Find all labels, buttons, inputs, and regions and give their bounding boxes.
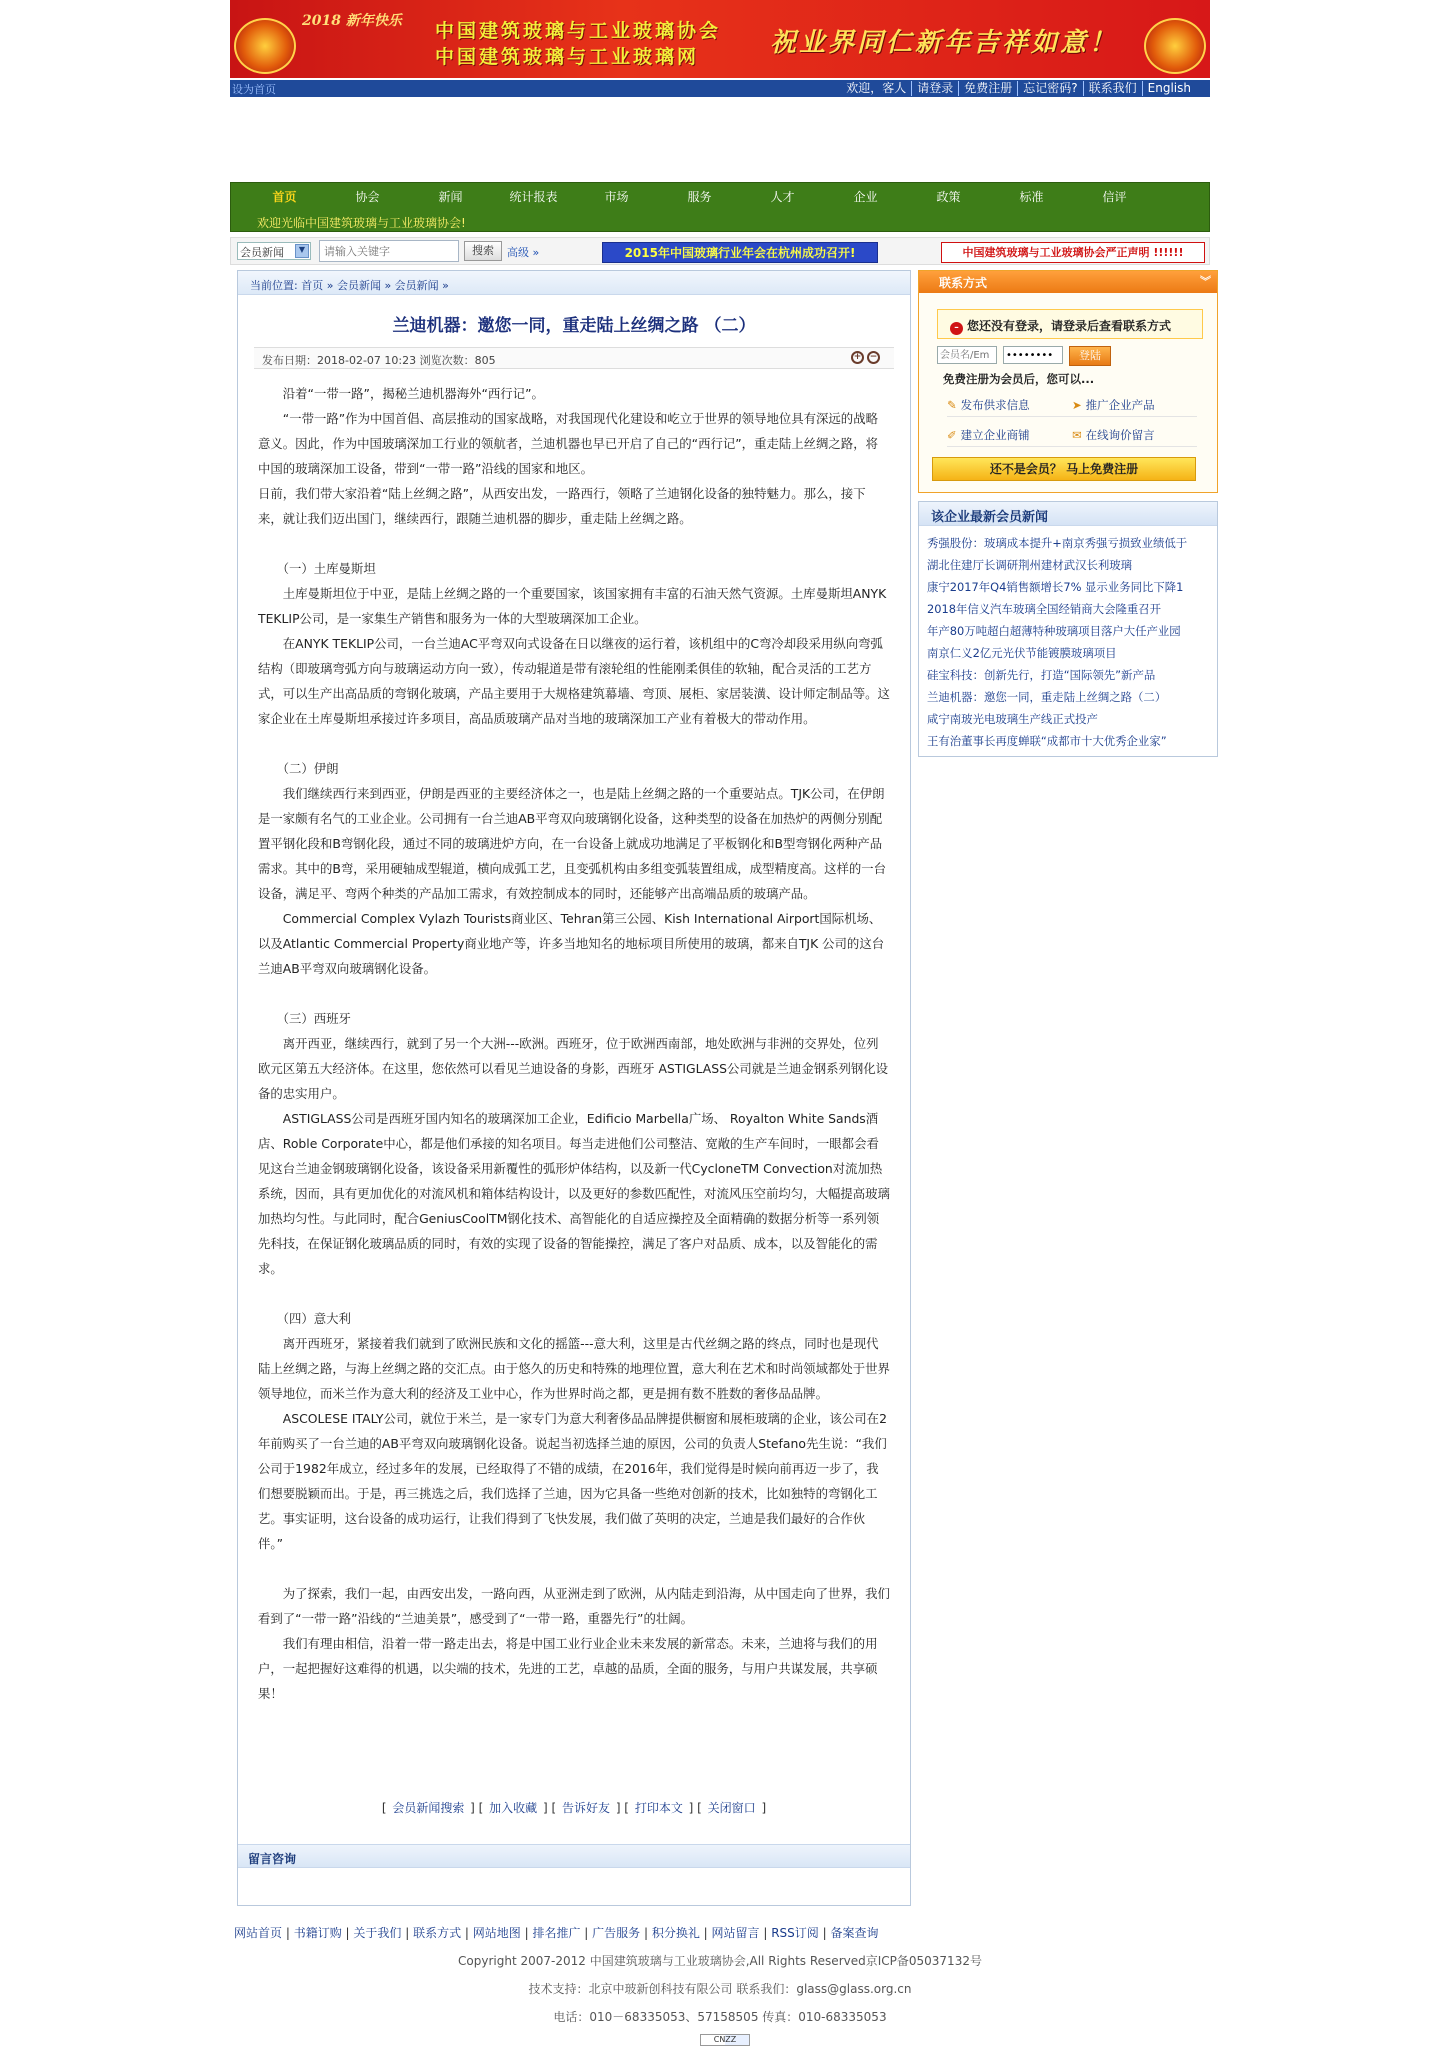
action-promote-product[interactable]: ➤ 推广企业产品 xyxy=(1072,395,1197,417)
article-paragraph: Commercial Complex Vylazh Tourists商业区、Tehran第三公园、Kish International Airport国际机场、以及Atlantic Commercial Property商业地产等，许多当地知名的地标项目所使用的玻璃，都来自TJK 公司的这台兰迪AB平弯双向玻璃钢化设备。 xyxy=(258,911,885,976)
action-online-inquiry[interactable]: ✉ 在线询价留言 xyxy=(1072,425,1197,447)
footer-link-home[interactable]: 网站首页 xyxy=(234,1926,283,1940)
article-paragraph: （一）土库曼斯坦 xyxy=(258,561,376,576)
article-paragraph: ASCOLESE ITALY公司，就位于米兰，是一家专门为意大利奢侈品品牌提供橱窗和展柜玻璃的企业，该公司在2年前购买了一台兰迪的AB平弯双向玻璃钢化设备。说起当初选择兰迪的原因，公司的负责人Stefano先生说：“我们公司于1982年成立，经过多年的发展，已经取得了不错的成绩，在2016年，我们觉得是时候向前再迈一步了，我们想要脱颖而出。于是，再三挑选之后，我们选择了兰迪，因为它具备一些绝对创新的技术，比如独特的弯钢化工艺。事实证明，这台设备的成功运行，让我们得到了飞快发展，我们做了英明的决定，兰迪是我们最好的合作伙伴。” xyxy=(258,1411,887,1551)
tool-tell-friend[interactable]: 告诉好友 xyxy=(561,1801,610,1815)
mail-icon: ✉ xyxy=(1072,428,1082,442)
article-paragraph: 离开西亚，继续西行，就到了另一个大洲---欧洲。西班牙，位于欧洲西南部，地处欧洲与非洲的交界处，位列欧元区第五大经济体。在这里，您依然可以看见兰迪设备的身影，西班牙 ASTIGLASS公司就是兰迪金钢系列钢化设备的忠实用户。 xyxy=(258,1036,889,1101)
contact-box xyxy=(918,270,1218,493)
article-paragraph: “一带一路”作为中国首倡、高层推动的国家战略，对我国现代化建设和屹立于世界的领导地位具有深远的战略意义。因此，作为中国玻璃深加工行业的领航者，兰迪机器也早已开启了自己的“西行记”，重走陆上丝绸之路，将中国的玻璃深加工设备，带到“一带一路”沿线的国家和地区。 xyxy=(258,411,878,476)
login-link[interactable]: 请登录 xyxy=(911,81,958,96)
list-item[interactable]: 王有治董事长再度蝉联“成都市十大优秀企业家” xyxy=(927,734,1167,748)
nav-credit[interactable]: 信评 xyxy=(1102,189,1127,204)
paragraph-spacer xyxy=(258,1556,890,1581)
promo-banner-conference[interactable]: 2015年中国玻璃行业年会在杭州成功召开! xyxy=(602,242,878,263)
set-homepage-link[interactable]: 设为首页 xyxy=(232,83,276,96)
nav-service[interactable]: 服务 xyxy=(687,189,712,204)
nav-statistics[interactable]: 统计报表 xyxy=(509,189,558,204)
phone-fax: 电话：010－68335053、57158505 传真：010-68335053 xyxy=(553,2010,887,2024)
article-paragraph: 沿着“一带一路”，揭秘兰迪机器海外“西行记”。 xyxy=(258,386,544,401)
nav-talent[interactable]: 人才 xyxy=(770,189,795,204)
action-post-supply[interactable]: ✎ 发布供求信息 xyxy=(947,395,1072,417)
list-item[interactable]: 年产80万吨超白超薄特种玻璃项目落户大任产业园 xyxy=(927,624,1181,638)
tool-close-window[interactable]: 关闭窗口 xyxy=(707,1801,756,1815)
post-icon: ✎ xyxy=(947,398,957,412)
search-category-value: 会员新闻 xyxy=(240,246,284,259)
english-link[interactable]: English xyxy=(1142,81,1196,96)
login-button[interactable]: 登陆 xyxy=(1069,346,1111,366)
lantern-left-icon xyxy=(234,18,296,74)
login-form xyxy=(937,346,1111,366)
footer-link-message[interactable]: 网站留言 xyxy=(711,1926,760,1940)
list-item[interactable]: 南京仁义2亿元光伏节能镀膜玻璃项目 xyxy=(927,646,1117,660)
latest-news-title: 该企业最新会员新闻 xyxy=(919,502,1217,526)
advanced-search-label: 高级 xyxy=(507,246,529,259)
promote-icon: ➤ xyxy=(1072,398,1082,412)
latest-news-list xyxy=(919,526,1217,752)
list-item[interactable]: 秀强股份：玻璃成本提升+南京秀强亏损致业绩低于 xyxy=(927,536,1188,550)
search-input[interactable] xyxy=(319,240,459,262)
welcome-text: 欢迎光临中国建筑玻璃与工业玻璃协会! xyxy=(257,216,466,230)
search-button[interactable]: 搜索 xyxy=(464,241,502,261)
paragraph-spacer xyxy=(258,1281,890,1306)
publish-info: 发布日期：2018-02-07 10:23 浏览次数：805 xyxy=(262,354,496,367)
article-paragraph: （三）西班牙 xyxy=(258,1011,351,1026)
stats-badge[interactable]: CNZZ xyxy=(700,2034,750,2046)
paragraph-spacer xyxy=(258,531,890,556)
footer-link-about[interactable]: 关于我们 xyxy=(353,1926,402,1940)
warning-icon: – xyxy=(950,322,963,335)
copyright: Copyright 2007-2012 中国建筑玻璃与工业玻璃协会,All Rights Reserved京ICP备05037132号 xyxy=(458,1954,982,1968)
tech-support: 技术支持：北京中玻新创科技有限公司 联系我们：glass@glass.org.cn xyxy=(528,1982,912,1996)
article-meta xyxy=(254,347,894,369)
footer-link-rss[interactable]: RSS订阅 xyxy=(771,1926,819,1940)
paragraph-spacer xyxy=(258,981,890,1006)
footer-links: 网站首页 | 书籍订购 | 关于我们 | 联系方式 | 网站地图 | 排名推广 | 广告服务 | 积分换礼 | 网站留言 | RSS订阅 | 备案查询 xyxy=(234,1926,879,1940)
chevron-down-icon: ▼ xyxy=(295,244,309,258)
password-input[interactable] xyxy=(1003,346,1063,364)
contact-us-link[interactable]: 联系我们 xyxy=(1083,81,1142,96)
lantern-right-icon xyxy=(1144,18,1206,74)
footer-link-sitemap[interactable]: 网站地图 xyxy=(472,1926,521,1940)
tool-print[interactable]: 打印本文 xyxy=(634,1801,683,1815)
tool-news-search[interactable]: 会员新闻搜索 xyxy=(392,1801,465,1815)
search-category-select[interactable] xyxy=(237,242,311,260)
member-actions xyxy=(947,395,1197,447)
nav-association[interactable]: 协会 xyxy=(355,189,380,204)
user-links xyxy=(841,81,1196,96)
welcome-guest: 欢迎，客人 xyxy=(846,81,907,95)
nav-standard[interactable]: 标准 xyxy=(1019,189,1044,204)
list-item[interactable]: 2018年信义汽车玻璃全国经销商大会隆重召开 xyxy=(927,602,1162,616)
latest-news-box xyxy=(918,501,1218,757)
register-link[interactable]: 免费注册 xyxy=(958,81,1017,96)
footer-link-icp[interactable]: 备案查询 xyxy=(830,1926,879,1940)
contact-box-title: 联系方式 xyxy=(939,276,988,290)
article-tools: [ 会员新闻搜索 ] [ 加入收藏 ] [ 告诉好友 ] [ 打印本文 ] [ 关闭窗口 ] xyxy=(381,1801,767,1815)
article-paragraph: 日前，我们带大家沿着“陆上丝绸之路”，从西安出发，一路西行，领略了兰迪钢化设备的独特魅力。那么，接下来，就让我们迈出国门，继续西行，跟随兰迪机器的脚步，重走陆上丝绸之路。 xyxy=(258,486,866,526)
main-nav xyxy=(230,182,1210,232)
article-title: 兰迪机器：邀您一同，重走陆上丝绸之路 （二） xyxy=(392,316,756,336)
header-banner xyxy=(230,0,1210,78)
nav-policy[interactable]: 政策 xyxy=(936,189,961,204)
article-paragraph: （四）意大利 xyxy=(258,1311,351,1326)
footer-link-ads[interactable]: 广告服务 xyxy=(592,1926,641,1940)
action-build-shop[interactable]: ✐ 建立企业商铺 xyxy=(947,425,1072,447)
forgot-password-link[interactable]: 忘记密码? xyxy=(1017,81,1082,96)
collapse-icon[interactable]: ︾ xyxy=(1200,275,1211,288)
breadcrumb-path[interactable]: 首页 » 会员新闻 » 会员新闻 » xyxy=(301,279,449,292)
tool-add-favorite[interactable]: 加入收藏 xyxy=(489,1801,538,1815)
double-chevron-icon: » xyxy=(532,246,540,259)
contact-box-header xyxy=(919,271,1217,293)
article-paragraph: 在ANYK TEKLIP公司，一台兰迪AC平弯双向式设备在日以继夜的运行着，该机组中的C弯冷却段采用纵向弯弧结构（即玻璃弯弧方向与玻璃运动方向一致），传动辊道是带有滚轮组的性能刚柔俱佳的软轴，配合灵活的工艺方式，可以生产出高品质的弯钢化玻璃，产品主要用于大规格建筑幕墙、弯顶、展柜、家居装潢、设计师定制品等。这家企业在土库曼斯坦承接过许多项目，高品质玻璃产品对当地的玻璃深加工产业有着极大的带动作用。 xyxy=(258,636,890,726)
login-warning xyxy=(937,309,1203,339)
article-paragraph: 为了探索，我们一起，由西安出发，一路向西，从亚洲走到了欧洲，从内陆走到沿海，从中国走向了世界，我们看到了“一带一路”沿线的“兰迪美景”，感受到了“一带一路，重器先行”的壮阔。 xyxy=(258,1586,890,1626)
search-bar xyxy=(230,237,1210,265)
footer-link-points[interactable]: 积分换礼 xyxy=(651,1926,700,1940)
footer-link-books[interactable]: 书籍订购 xyxy=(293,1926,342,1940)
article-body xyxy=(258,381,890,1706)
message-section-title: 留言咨询 xyxy=(238,1844,910,1868)
footer-link-ranking[interactable]: 排名推广 xyxy=(532,1926,581,1940)
register-benefits: 免费注册为会员后，您可以... xyxy=(943,372,1095,386)
article-paragraph: 土库曼斯坦位于中亚，是陆上丝绸之路的一个重要国家，该国家拥有丰富的石油天然气资源。土库曼斯坦ANYK TEKLIP公司，是一家集生产销售和服务为一体的大型玻璃深加工企业。 xyxy=(258,586,887,626)
list-item[interactable]: 硅宝科技：创新先行，打造“国际领先”新产品 xyxy=(927,668,1156,682)
article-paragraph: （二）伊朗 xyxy=(258,761,339,776)
nav-enterprise[interactable]: 企业 xyxy=(853,189,878,204)
breadcrumb xyxy=(238,271,910,295)
nav-news[interactable]: 新闻 xyxy=(438,189,463,204)
username-input[interactable] xyxy=(937,346,997,364)
nav-market[interactable]: 市场 xyxy=(604,189,629,204)
site-name: 中国建筑玻璃与工业玻璃网 xyxy=(435,46,700,68)
nav-home[interactable]: 首页 xyxy=(272,189,297,204)
free-register-button[interactable]: 还不是会员？ 马上免费注册 xyxy=(932,457,1196,481)
article-paragraph: 我们有理由相信，沿着一带一路走出去，将是中国工业行业企业未来发展的新常态。未来，兰迪将与我们的用户，一起把握好这难得的机遇，以尖端的技术，先进的工艺，卓越的品质，全面的服务，与用户共谋发展，共享硕果！ xyxy=(258,1636,878,1701)
breadcrumb-label: 当前位置: xyxy=(250,279,298,292)
article-panel xyxy=(237,270,911,1906)
list-item[interactable]: 兰迪机器：邀您一同，重走陆上丝绸之路（二） xyxy=(927,690,1167,704)
build-icon: ✐ xyxy=(947,428,957,442)
association-name: 中国建筑玻璃与工业玻璃协会 xyxy=(435,20,722,42)
zoom-out-icon[interactable]: − xyxy=(867,351,880,364)
list-item[interactable]: 咸宁南玻光电玻璃生产线正式投产 xyxy=(927,712,1098,726)
paragraph-spacer xyxy=(258,731,890,756)
login-warning-text: 您还没有登录，请登录后查看联系方式 xyxy=(967,319,1172,333)
footer xyxy=(230,1924,1210,2044)
list-item[interactable]: 康宁2017年Q4销售额增长7% 显示业务同比下降1 xyxy=(927,580,1184,594)
footer-link-contact[interactable]: 联系方式 xyxy=(413,1926,462,1940)
zoom-in-icon[interactable]: + xyxy=(851,351,864,364)
list-item[interactable]: 湖北住建厅长调研荆州建材武汉长利玻璃 xyxy=(927,558,1133,572)
article-paragraph: 离开西班牙，紧接着我们就到了欧洲民族和文化的摇篮---意大利，这里是古代丝绸之路的终点，同时也是现代陆上丝绸之路，与海上丝绸之路的交汇点。由于悠久的历史和特殊的地理位置，意大利在艺术和时尚领域都处于世界领导地位，而米兰作为意大利的经济及工业中心，作为世界时尚之都，更是拥有数不胜数的奢侈品品牌。 xyxy=(258,1336,890,1401)
new-year-logo: 2018 新年快乐 xyxy=(302,13,402,29)
promo-banner-statement[interactable]: 中国建筑玻璃与工业玻璃协会严正声明 !!!!!! xyxy=(941,242,1205,263)
top-bar xyxy=(230,80,1210,97)
new-year-wish: 祝业界同仁新年吉祥如意！ xyxy=(770,28,1119,58)
article-paragraph: 我们继续西行来到西亚，伊朗是西亚的主要经济体之一，也是陆上丝绸之路的一个重要站点。TJK公司，在伊朗是一家颇有名气的工业企业。公司拥有一台兰迪AB平弯双向玻璃钢化设备，这种类型的设备在加热炉的两侧分别配置平钢化段和B弯钢化段，通过不同的玻璃进炉方向，在一台设备上就成功地满足了平板钢化和B型弯钢化两种产品需求。其中的B弯，采用硬轴成型辊道，横向成弧工艺，且变弧机构由多组变弧装置组成，成型精度高。这样的一台设备，满足平、弯两个种类的产品加工需求，有效控制成本的同时，还能够产出高端品质的玻璃产品。 xyxy=(258,786,887,901)
advanced-search-link[interactable] xyxy=(507,244,539,260)
article-paragraph: ASTIGLASS公司是西班牙国内知名的玻璃深加工企业，Edificio Marbella广场、 Royalton White Sands酒店、Roble Corporate中心，都是他们承接的知名项目。每当走进他们公司整洁、宽敞的生产车间时，一眼都会看见这台兰迪金钢玻璃钢化设备，该设备采用新覆性的弧形炉体结构，以及新一代CycloneTM Convection对流加热系统，因而，具有更加优化的对流风机和箱体结构设计，以及更好的参数匹配性，对流风压空前均匀，大幅提高玻璃加热均匀性。与此同时，配合GeniusCoolTM钢化技术、高智能化的自适应操控及全面精确的数据分析等一系列领先科技，在保证钢化玻璃品质的同时，有效的实现了设备的智能操控，满足了客户对品质、成本，以及智能化的需求。 xyxy=(258,1111,890,1276)
